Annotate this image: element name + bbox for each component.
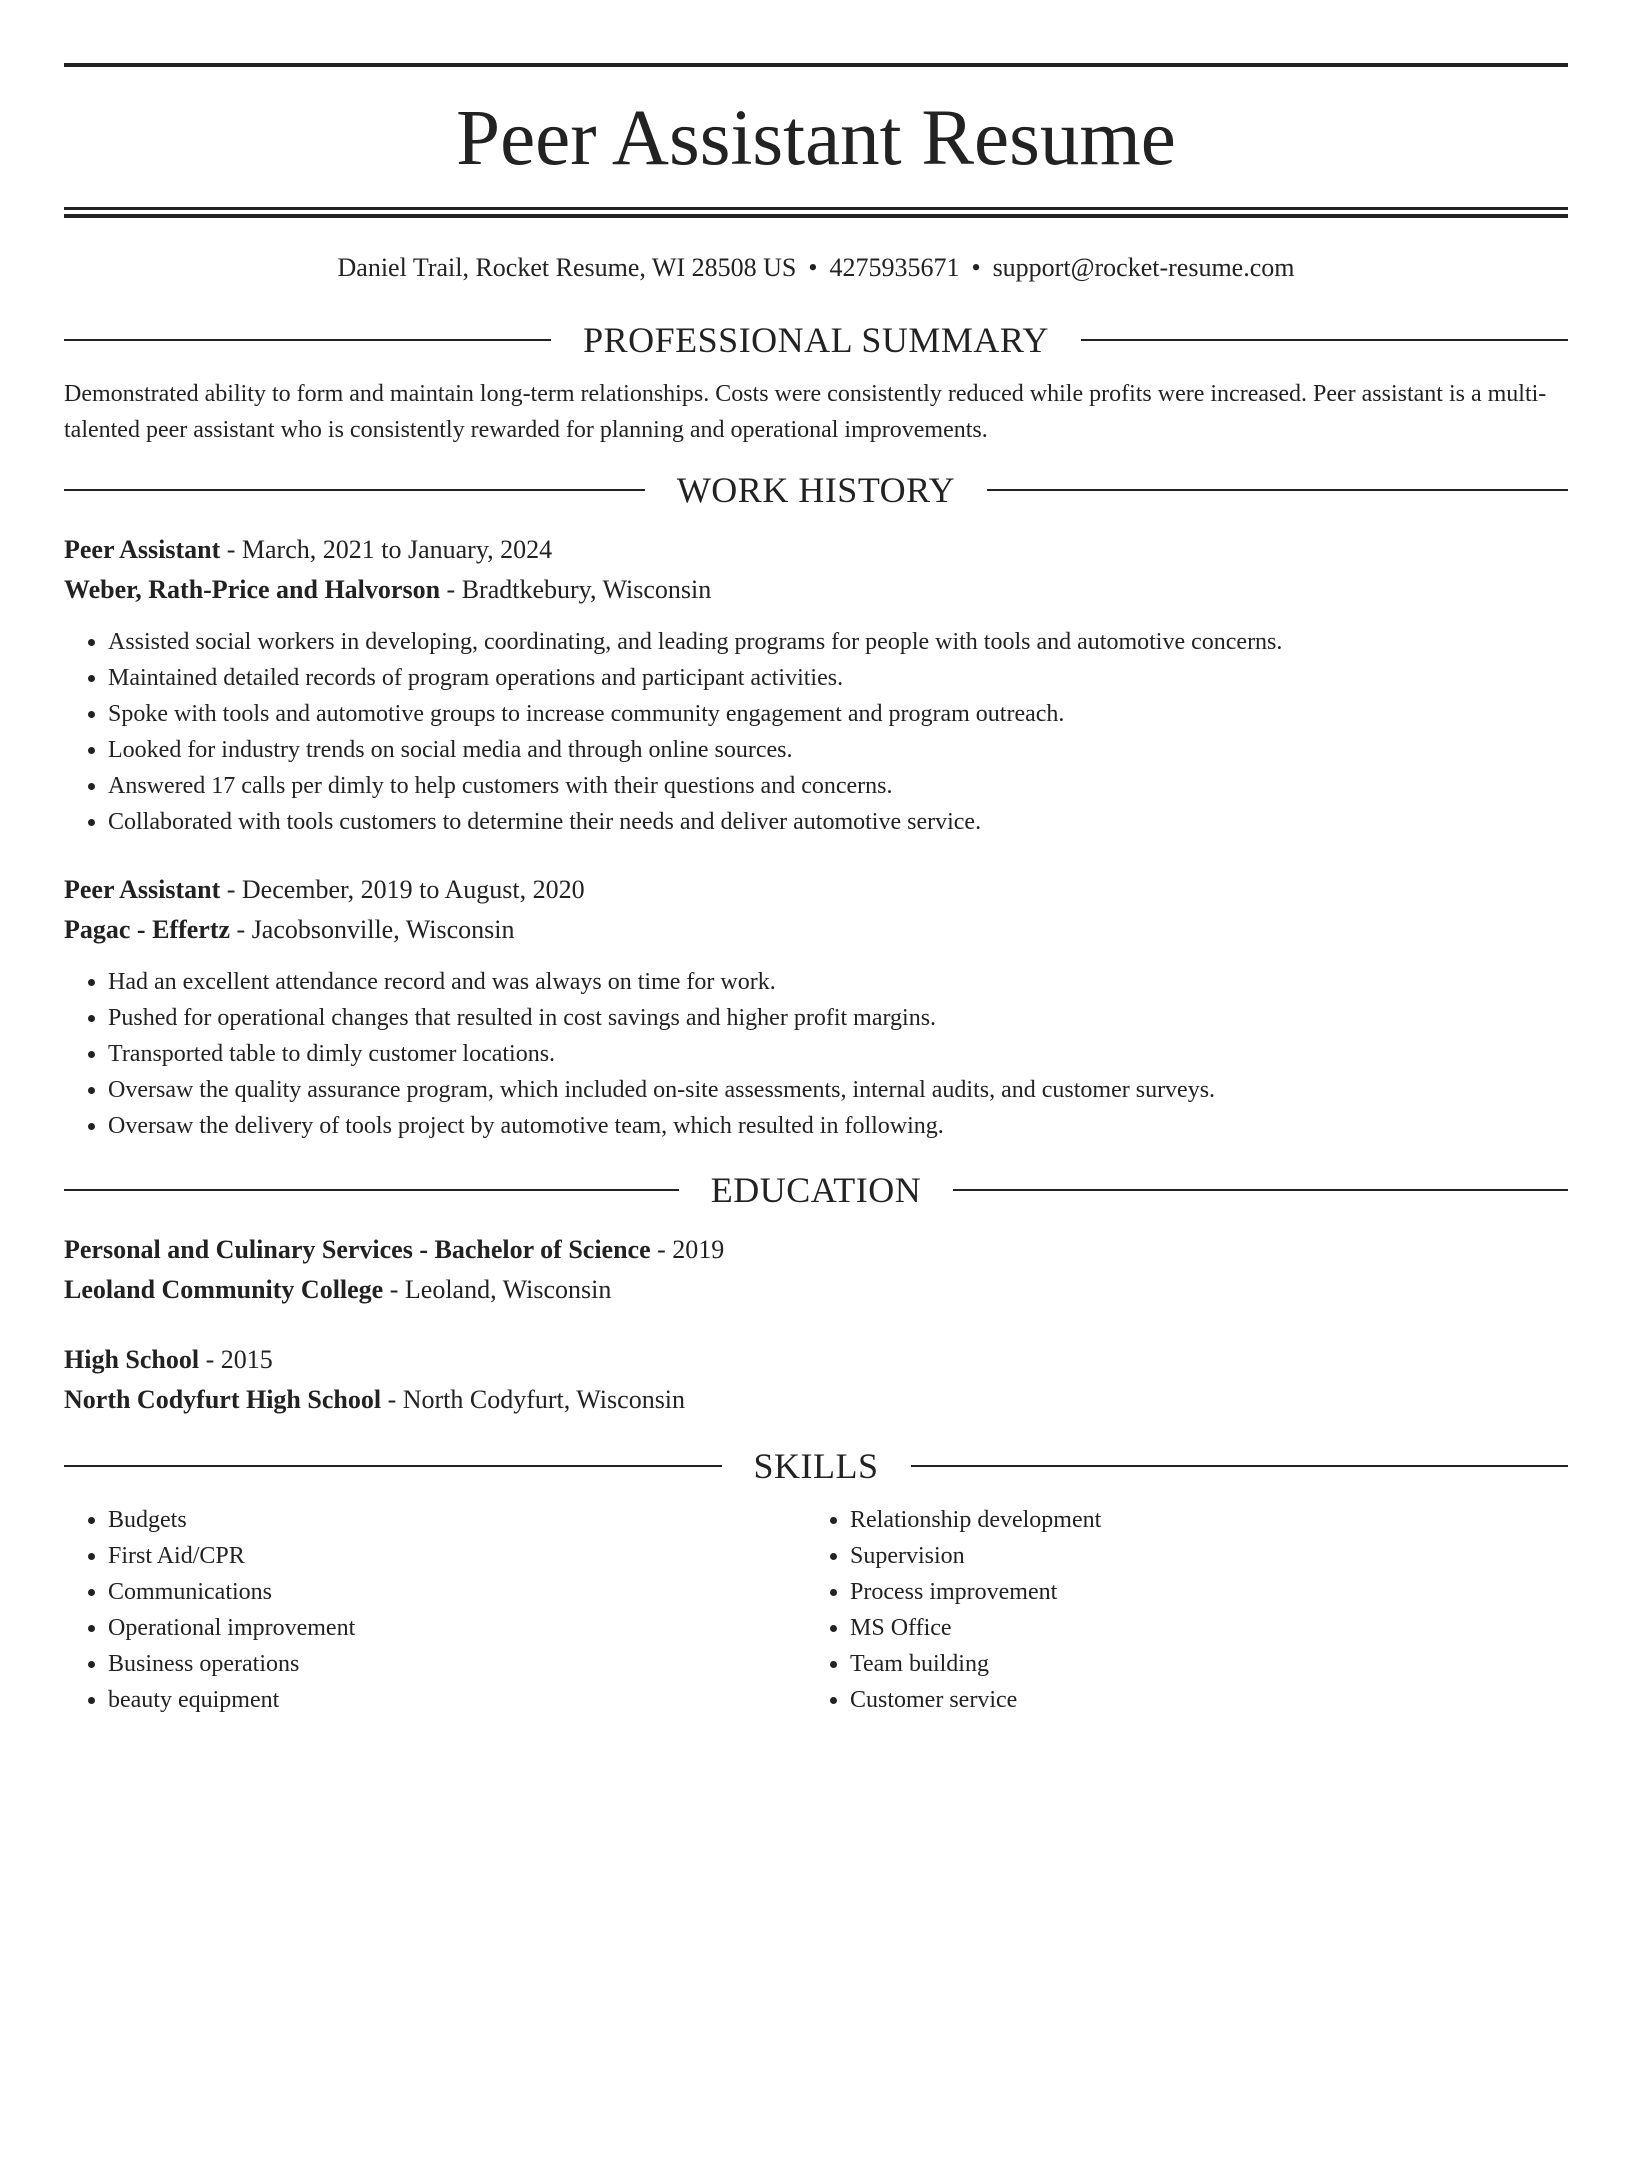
skills-grid [64, 1502, 1568, 1718]
job-title-line [64, 530, 1568, 570]
job-bullets [64, 964, 1568, 1144]
job-dates: - March, 2021 to January, 2024 [220, 535, 553, 564]
list-item: • Business operations [108, 1646, 806, 1682]
education-school-line [64, 1270, 1568, 1310]
list-item: • MS Office [850, 1610, 1548, 1646]
job-role: Peer Assistant [64, 875, 221, 904]
list-item: • Looked for industry trends on social media and through online sources. [108, 732, 1568, 768]
education-school: North Codyfurt High School [64, 1385, 382, 1414]
heading-rule-left [64, 339, 551, 341]
heading-rule-right [953, 1189, 1568, 1191]
list-item: • Maintained detailed records of program operations and participant activities. [108, 660, 1568, 696]
section-heading-label: EDUCATION [710, 1170, 922, 1210]
contact-address: Daniel Trail, Rocket Resume, WI 28508 US [337, 253, 797, 282]
education-degree-line [64, 1230, 1568, 1270]
page-title: Peer Assistant Resume [456, 95, 1176, 182]
skills-list [64, 1502, 806, 1718]
list-item: • Relationship development [850, 1502, 1548, 1538]
heading-rule-left [64, 489, 645, 491]
list-item: • Had an excellent attendance record and was always on time for work. [108, 964, 1568, 1000]
list-item: • Oversaw the quality assurance program, which included on-site assessments, internal audits, and customer surveys. [108, 1072, 1568, 1108]
job-location: - Jacobsonville, Wisconsin [230, 915, 515, 944]
list-item: • Customer service [850, 1682, 1548, 1718]
list-item: • Supervision [850, 1538, 1548, 1574]
heading-rule-right [911, 1465, 1569, 1467]
list-item: • Spoke with tools and automotive groups to increase community engagement and program outreach. [108, 696, 1568, 732]
heading-rule-right [1081, 339, 1568, 341]
section-heading-skills [64, 1446, 1568, 1486]
education-year: - 2019 [650, 1235, 725, 1264]
education-degree-line [64, 1340, 1568, 1380]
list-item: • Answered 17 calls per dimly to help customers with their questions and concerns. [108, 768, 1568, 804]
list-item: • Operational improvement [108, 1610, 806, 1646]
list-item: • Process improvement [850, 1574, 1548, 1610]
job-company: Pagac - Effertz [64, 915, 231, 944]
education-entry [64, 1230, 1568, 1310]
education-year: - 2015 [199, 1345, 273, 1374]
section-heading-work-history [64, 470, 1568, 510]
contact-line [64, 252, 1568, 284]
list-item: • Communications [108, 1574, 806, 1610]
list-item: • First Aid/CPR [108, 1538, 806, 1574]
contact-separator: • [808, 253, 818, 282]
summary-text: Demonstrated ability to form and maintain long-term relationships. Costs were consistently reduced while profits were increased. Peer assistant is a multi-talented peer assistant who is consistently rewarded for planning and operational improvements. [64, 381, 1547, 443]
job-company: Weber, Rath-Price and Halvorson [64, 575, 441, 604]
education-degree: Personal and Culinary Services - Bachelor of Science [64, 1235, 651, 1264]
top-rule [64, 63, 1568, 67]
section-heading-label: PROFESSIONAL SUMMARY [583, 320, 1049, 360]
skills-column-right [806, 1502, 1548, 1718]
list-item: • Pushed for operational changes that resulted in cost savings and higher profit margins. [108, 1000, 1568, 1036]
contact-phone: 4275935671 [829, 253, 960, 282]
contact-email: support@rocket-resume.com [992, 253, 1295, 282]
job-role: Peer Assistant [64, 535, 221, 564]
resume-page [0, 63, 1632, 2175]
education-school: Leoland Community College [64, 1275, 384, 1304]
list-item: • Team building [850, 1646, 1548, 1682]
list-item: • Collaborated with tools customers to determine their needs and deliver automotive service. [108, 804, 1568, 840]
job-title-line [64, 870, 1568, 910]
list-item: • Assisted social workers in developing, coordinating, and leading programs for people with tools and automotive concerns. [108, 624, 1568, 660]
title-double-rule [64, 207, 1568, 218]
job-bullets [64, 624, 1568, 840]
heading-rule-left [64, 1465, 722, 1467]
list-item: • beauty equipment [108, 1682, 806, 1718]
list-item: • Budgets [108, 1502, 806, 1538]
list-item: • Oversaw the delivery of tools project by automotive team, which resulted in following. [108, 1108, 1568, 1144]
skills-list [806, 1502, 1548, 1718]
section-heading-education [64, 1170, 1568, 1210]
section-heading-label: WORK HISTORY [676, 470, 956, 510]
skills-column-left [64, 1502, 806, 1718]
education-location: - North Codyfurt, Wisconsin [381, 1385, 686, 1414]
list-item: • Transported table to dimly customer locations. [108, 1036, 1568, 1072]
heading-rule-left [64, 1189, 679, 1191]
education-location: - Leoland, Wisconsin [383, 1275, 612, 1304]
job-dates: - December, 2019 to August, 2020 [220, 875, 585, 904]
job-entry [64, 870, 1568, 1144]
section-heading-summary [64, 320, 1568, 360]
education-school-line [64, 1380, 1568, 1420]
education-entry [64, 1340, 1568, 1420]
heading-rule-right [987, 489, 1568, 491]
section-heading-label: SKILLS [753, 1446, 879, 1486]
contact-separator: • [971, 253, 981, 282]
job-company-line [64, 570, 1568, 610]
education-degree: High School [64, 1345, 200, 1374]
job-company-line [64, 910, 1568, 950]
job-location: - Bradtkebury, Wisconsin [440, 575, 712, 604]
job-entry [64, 530, 1568, 840]
